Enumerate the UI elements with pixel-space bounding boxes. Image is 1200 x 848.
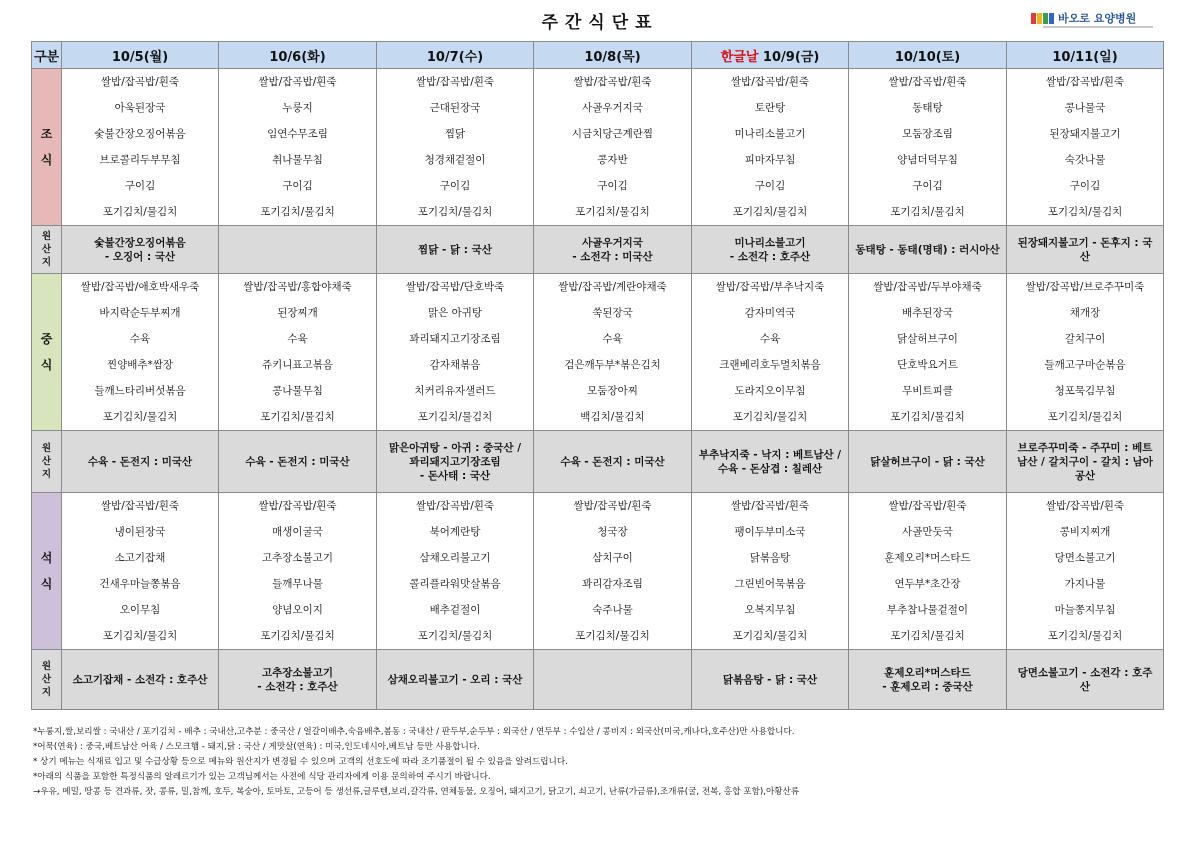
dinner-cell (534, 493, 692, 650)
menu-item: 동태탕 (912, 102, 943, 114)
menu-item: 고추장소불고기 (261, 552, 333, 564)
menu-item: 토란탕 (754, 102, 786, 114)
menu-item: 쌀밥/잡곡밥/흰죽 (415, 76, 495, 88)
dinner-row (32, 493, 1164, 650)
menu-item: 포기김치/물김치 (732, 206, 808, 218)
menu-item: 포기김치/물김치 (890, 411, 965, 423)
menu-item: 수육 (287, 333, 308, 345)
menu-item: 구이김 (282, 180, 313, 192)
origin-line: - 훈제오리 : 중국산 (882, 680, 973, 693)
menu-item: 구이김 (439, 180, 471, 192)
breakfast-cell (219, 69, 377, 226)
menu-item: 쌀밥/잡곡밥/애호박새우죽 (80, 281, 200, 293)
menu-item: 매생이굴국 (272, 526, 323, 538)
header-day: 10/6(화) (219, 42, 377, 69)
menu-item: 콩자반 (597, 154, 628, 166)
menu-item: 들깨느타리버섯볶음 (94, 385, 186, 397)
lunch-origin-cell (849, 431, 1007, 493)
breakfast-cell (849, 69, 1007, 226)
breakfast-origin-cell (849, 226, 1007, 274)
menu-item: 콩나물국 (1064, 102, 1106, 114)
lunch-origin-row (32, 431, 1164, 493)
menu-item: 포기김치/물김치 (417, 630, 493, 642)
menu-item: 수육 (129, 333, 151, 345)
origin-line: 수육 - 돈전지 : 미국산 (87, 455, 193, 468)
menu-item: 단호박요거트 (897, 359, 958, 371)
logo-mark-icon (1031, 13, 1054, 24)
page-title: 주간식단표 (541, 13, 659, 33)
lunch-cell (219, 274, 377, 431)
origin-line: 브로주꾸미죽 - 주꾸미 : 베트 (1017, 441, 1153, 454)
menu-item: 구이김 (597, 180, 628, 192)
header-day-holiday: 한글날 10/9(금) (692, 42, 849, 69)
breakfast-cell (377, 69, 534, 226)
note-line: *어묵(연육) : 중국,베트남산 어육 / 스모크햄 - 돼지,닭 : 국산 / 게맛살(연육) : 미국,인도네시아,베트남 등만 사용합니다. (33, 742, 480, 752)
lunch-origin-cell (1007, 431, 1164, 493)
menu-item: 쌀밥/잡곡밥/두부야채죽 (873, 281, 982, 293)
menu-item: 숙갓나물 (1064, 154, 1106, 166)
menu-item: 닭살허브구이 (897, 333, 958, 345)
origin-line: 수육 - 돈전지 : 미국산 (245, 455, 350, 468)
dinner-origin-cell (1007, 650, 1164, 710)
origin-line: 훈제오리*머스타드 (884, 666, 971, 679)
menu-item: 크랜베리호두멸치볶음 (719, 359, 821, 371)
menu-item: 소고기잡채 (114, 552, 166, 564)
origin-line: 동태탕 - 동태(명태) : 러시아산 (855, 243, 1000, 256)
menu-item: 양념오이지 (272, 604, 323, 616)
lunch-row (32, 274, 1164, 431)
lunch-cell (377, 274, 534, 431)
header-row (32, 42, 1164, 69)
menu-item: 콩나물무침 (272, 385, 323, 397)
menu-item: 사골우거지국 (582, 102, 643, 114)
menu-item: 청국장 (597, 526, 628, 538)
header-label: 구분 (32, 42, 62, 69)
menu-item: 배추겉절이 (429, 604, 481, 616)
menu-item: 삼채오리불고기 (419, 552, 491, 564)
lunch-cell (62, 274, 219, 431)
menu-item: 부추참나물겉절이 (886, 604, 969, 616)
dinner-cell (62, 493, 219, 650)
menu-item: 포기김치/물김치 (102, 630, 178, 642)
origin-line: 소고기잡채 - 소전각 : 호주산 (72, 673, 208, 686)
menu-item: 포기김치/물김치 (732, 630, 808, 642)
menu-item: 취나물무침 (272, 154, 323, 166)
menu-item: 건새우마늘쫑볶음 (99, 578, 181, 590)
dinner-origin-cell (849, 650, 1007, 710)
origin-line: - 소전각 : 호주산 (729, 250, 811, 263)
menu-item: 쌀밥/잡곡밥/흰죽 (100, 500, 180, 512)
menu-item: 미나리소불고기 (734, 128, 806, 140)
dinner-cell (1007, 493, 1164, 650)
menu-item: 모둠장아찌 (587, 385, 638, 397)
menu-item: 쌀밥/잡곡밥/흰죽 (415, 500, 495, 512)
lunch-cell (1007, 274, 1164, 431)
dinner-cell (219, 493, 377, 650)
origin-line: 공산 (1074, 469, 1096, 482)
breakfast-origin-cell (692, 226, 849, 274)
menu-item: 쌀밥/잡곡밥/흰죽 (1045, 500, 1125, 512)
menu-item: 맑은 아귀탕 (427, 307, 483, 319)
dinner-origin-cell (62, 650, 219, 710)
menu-item: 쌀밥/잡곡밥/흰죽 (1045, 76, 1125, 88)
menu-item: 포기김치/물김치 (102, 411, 178, 423)
menu-item: 쌀밥/잡곡밥/흰죽 (258, 500, 337, 512)
menu-item: 포기김치/물김치 (890, 206, 965, 218)
breakfast-origin-label: 원 산 지 (32, 226, 62, 274)
lunch-cell (692, 274, 849, 431)
menu-item: 포기김치/물김치 (732, 411, 808, 423)
menu-item: 들깨고구마순볶음 (1044, 359, 1126, 371)
menu-item: 배추된장국 (902, 307, 953, 319)
origin-line: 꽈리돼지고기장조림 (409, 455, 501, 468)
menu-item: 쥬키니표고볶음 (261, 359, 333, 371)
breakfast-origin-cell (377, 226, 534, 274)
origin-line: 숯불간장오징어볶음 (94, 236, 186, 249)
menu-item: 냉이된장국 (114, 526, 166, 538)
lunch-origin-cell (62, 431, 219, 493)
menu-item: 구이김 (754, 180, 786, 192)
menu-item: 포기김치/물김치 (1047, 630, 1123, 642)
menu-item: 구이김 (1069, 180, 1101, 192)
breakfast-origin-cell (62, 226, 219, 274)
header-day: 10/7(수) (377, 42, 534, 69)
menu-item: 포기김치/물김치 (1047, 411, 1123, 423)
breakfast-cell (534, 69, 692, 226)
breakfast-origin-cell (219, 226, 377, 274)
menu-item: 누룽지 (282, 102, 313, 114)
origin-line: 부추낙지죽 - 낙지 : 베트남산 / (698, 448, 842, 461)
origin-line: 당면소불고기 - 소전각 : 호주 (1017, 666, 1153, 679)
dinner-origin-cell (534, 650, 692, 710)
origin-line: 미나리소불고기 (734, 236, 806, 249)
menu-item: 피마자무침 (744, 154, 796, 166)
menu-item: 그린빈어묵볶음 (734, 578, 806, 590)
origin-line: 산 (1079, 680, 1091, 693)
menu-item: 훈제오리*머스타드 (884, 552, 971, 564)
menu-item: 백김치/물김치 (580, 411, 645, 423)
origin-line: 산 (1079, 250, 1091, 263)
note-line: *누룽지,쌀,보리쌀 : 국내산 / 포기김치 - 배추 : 국내산,고추분 : 중국산 / 얼갈이배추,숙음배추,봄동 : 국내산 / 판두부,순두부 : 외국산 / 연두부 : 수입산 / 콩비지 : 외국산(미국,캐나다,호주산)만 사용합니다. (33, 727, 795, 737)
dinner-origin-row (32, 650, 1164, 710)
menu-item: 포기김치/물김치 (417, 206, 493, 218)
menu-item: 임연수무조림 (267, 128, 328, 140)
logo-underline (1043, 26, 1153, 28)
menu-item: 포기김치/물김치 (260, 206, 335, 218)
menu-item: 도라지오이무침 (734, 385, 806, 397)
menu-item: 쌀밥/잡곡밥/흰죽 (100, 76, 180, 88)
lunch-cell (849, 274, 1007, 431)
menu-item: 감자채볶음 (429, 359, 481, 371)
note-line: *아래의 식품을 포함한 특정식품의 알레르기가 있는 고객님께서는 사전에 식당 관리자에게 이용 문의하여 주시기 바랍니다. (33, 772, 491, 782)
breakfast-label: 조 식 (32, 69, 62, 226)
header-day: 10/5(월) (62, 42, 219, 69)
menu-item: 청포묵김무침 (1054, 385, 1116, 397)
menu-item: 찜닭 (444, 128, 466, 140)
dinner-cell (377, 493, 534, 650)
menu-item: 쌀밥/잡곡밥/흰죽 (888, 76, 967, 88)
lunch-label: 중 식 (32, 274, 62, 431)
menu-item: 포기김치/물김치 (260, 630, 335, 642)
menu-item: 쌀밥/잡곡밥/브로주꾸미죽 (1025, 281, 1145, 293)
breakfast-row (32, 69, 1164, 226)
breakfast-origin-cell (534, 226, 692, 274)
breakfast-cell (692, 69, 849, 226)
origin-line: 찜닭 - 닭 : 국산 (418, 243, 492, 256)
menu-item: 쌀밥/잡곡밥/흰죽 (258, 76, 337, 88)
menu-item: 닭볶음탕 (749, 552, 791, 564)
menu-item: 포기김치/물김치 (575, 630, 650, 642)
lunch-cell (534, 274, 692, 431)
origin-line: 남산 / 갈치구이 - 갈치 : 남아 (1017, 455, 1153, 468)
holiday-label: 한글날 (720, 49, 759, 65)
origin-line: 맑은아귀탕 - 아귀 : 중국산 / (388, 441, 522, 454)
menu-item: 연두부*초간장 (894, 578, 961, 590)
origin-line: 수육 - 돈삼겹 : 칠레산 (717, 462, 823, 475)
menu-item: 근대된장국 (429, 102, 481, 114)
menu-item: 오이무침 (119, 604, 161, 616)
lunch-origin-cell (534, 431, 692, 493)
dinner-cell (692, 493, 849, 650)
menu-item: 된장찌개 (277, 307, 318, 319)
logo-name: 바오로 요양병원 (1058, 12, 1137, 25)
menu-item: 찐양배추*쌈장 (106, 359, 174, 371)
menu-item: 양념더덕무침 (897, 154, 958, 166)
menu-item: 수육 (759, 333, 781, 345)
dinner-origin-label: 원 산 지 (32, 650, 62, 710)
menu-item: 무비트피클 (902, 385, 953, 397)
lunch-origin-cell (377, 431, 534, 493)
menu-item: 콩비지찌개 (1059, 526, 1111, 538)
menu-item: 쌀밥/잡곡밥/흰죽 (573, 76, 652, 88)
notes-section (33, 725, 1173, 800)
weekly-menu-container (31, 41, 1163, 710)
menu-item: 사골만둣국 (902, 526, 953, 538)
origin-line: 된장돼지불고기 - 돈후지 : 국 (1017, 236, 1153, 249)
note-line: →우유, 메밀, 땅콩 등 견과류, 잣, 콩류, 밀,참깨, 호두, 복숭아, 토마토, 고등어 등 생선류,글루텐,보리,갈각류, 연체동물, 오징어, 돼지고기, 닭고기, 쇠고기, 난류(가금류),조개류(굴, 전복, 홍합 포함),아황산류 (33, 787, 800, 797)
dinner-origin-cell (692, 650, 849, 710)
menu-item: 숯불간장오징어볶음 (94, 128, 186, 140)
dinner-origin-cell (219, 650, 377, 710)
breakfast-origin-cell (1007, 226, 1164, 274)
menu-item: 쌀밥/잡곡밥/흰죽 (573, 500, 652, 512)
menu-item: 쌀밥/잡곡밥/계란야채죽 (558, 281, 667, 293)
menu-item: 포기김치/물김치 (102, 206, 178, 218)
header-day: 10/11(일) (1007, 42, 1164, 69)
menu-item: 숙주나물 (592, 604, 633, 616)
menu-item: 팽이두부미소국 (734, 526, 806, 538)
menu-item: 시금치당근계란찜 (571, 128, 654, 140)
menu-item: 북어계란탕 (429, 526, 481, 538)
menu-item: 삼치구이 (592, 552, 633, 564)
menu-item: 구이김 (124, 180, 156, 192)
menu-item: 검은깨두부*볶은김치 (564, 359, 661, 371)
origin-line: - 돈사태 : 국산 (419, 469, 491, 482)
breakfast-origin-row (32, 226, 1164, 274)
menu-item: 쌀밥/잡곡밥/홍합야채죽 (243, 281, 352, 293)
menu-item: 채개장 (1069, 307, 1101, 319)
breakfast-cell (62, 69, 219, 226)
lunch-origin-cell (219, 431, 377, 493)
menu-item: 쌀밥/잡곡밥/흰죽 (730, 500, 810, 512)
header-day: 10/8(목) (534, 42, 692, 69)
breakfast-cell (1007, 69, 1164, 226)
menu-item: 쌀밥/잡곡밥/흰죽 (730, 76, 810, 88)
origin-line: 고추장소불고기 (261, 666, 333, 679)
menu-item: 포기김치/물김치 (575, 206, 650, 218)
menu-item: 모둠장조림 (902, 128, 953, 140)
menu-item: 갈치구이 (1064, 333, 1106, 345)
menu-item: 청경채겉절이 (424, 154, 486, 166)
menu-item: 꽈리감자조림 (582, 578, 643, 590)
menu-item: 감자미역국 (744, 307, 796, 319)
menu-item: 포기김치/물김치 (417, 411, 493, 423)
menu-item: 포기김치/물김치 (260, 411, 335, 423)
menu-item: 아욱된장국 (114, 102, 166, 114)
menu-item: 마늘쫑지무침 (1054, 604, 1116, 616)
origin-line: 닭볶음탕 - 닭 : 국산 (722, 673, 818, 686)
lunch-origin-cell (692, 431, 849, 493)
hospital-logo (1031, 10, 1136, 26)
menu-item: 콜리플라워맛살볶음 (409, 578, 501, 590)
origin-line: 삼채오리불고기 - 오리 : 국산 (387, 673, 523, 686)
menu-item: 치커리유자샐러드 (414, 385, 496, 397)
menu-item: 포기김치/물김치 (890, 630, 965, 642)
dinner-label: 석 식 (32, 493, 62, 650)
dinner-origin-cell (377, 650, 534, 710)
menu-item: 구이김 (912, 180, 943, 192)
menu-item: 된장돼지불고기 (1049, 128, 1121, 140)
menu-item: 쌀밥/잡곡밥/흰죽 (888, 500, 967, 512)
dinner-cell (849, 493, 1007, 650)
menu-item: 쌀밥/잡곡밥/부추낙지죽 (715, 281, 825, 293)
menu-item: 꽈리돼지고기장조림 (409, 333, 501, 345)
origin-line: 사골우거지국 (582, 236, 643, 249)
menu-item: 쌀밥/잡곡밥/단호박죽 (405, 281, 505, 293)
origin-line: 닭살허브구이 - 닭 : 국산 (870, 455, 985, 468)
origin-line: - 오징어 : 국산 (104, 250, 176, 263)
menu-item: 포기김치/물김치 (1047, 206, 1123, 218)
weekly-menu-table (31, 41, 1164, 710)
origin-line: - 소전각 : 미국산 (572, 250, 653, 263)
menu-item: 들깨무나물 (272, 578, 323, 590)
header-day: 10/10(토) (849, 42, 1007, 69)
menu-item: 바지락순두부찌개 (99, 307, 181, 319)
menu-item: 당면소불고기 (1054, 552, 1116, 564)
menu-item: 쑥된장국 (592, 307, 633, 319)
menu-item: 오복지무침 (744, 604, 796, 616)
note-line: * 상기 메뉴는 식재료 입고 및 수급상황 등으로 메뉴와 원산지가 변경될 수 있으며 고객의 선호도에 따라 조기품절이 될 수 있음을 알려드립니다. (33, 757, 568, 767)
lunch-origin-label: 원 산 지 (32, 431, 62, 493)
origin-line: 수육 - 돈전지 : 미국산 (560, 455, 665, 468)
menu-item: 가지나물 (1064, 578, 1106, 590)
menu-item: 브로콜리두부무침 (99, 154, 181, 166)
origin-line: - 소전각 : 호주산 (257, 680, 338, 693)
menu-item: 수육 (602, 333, 623, 345)
